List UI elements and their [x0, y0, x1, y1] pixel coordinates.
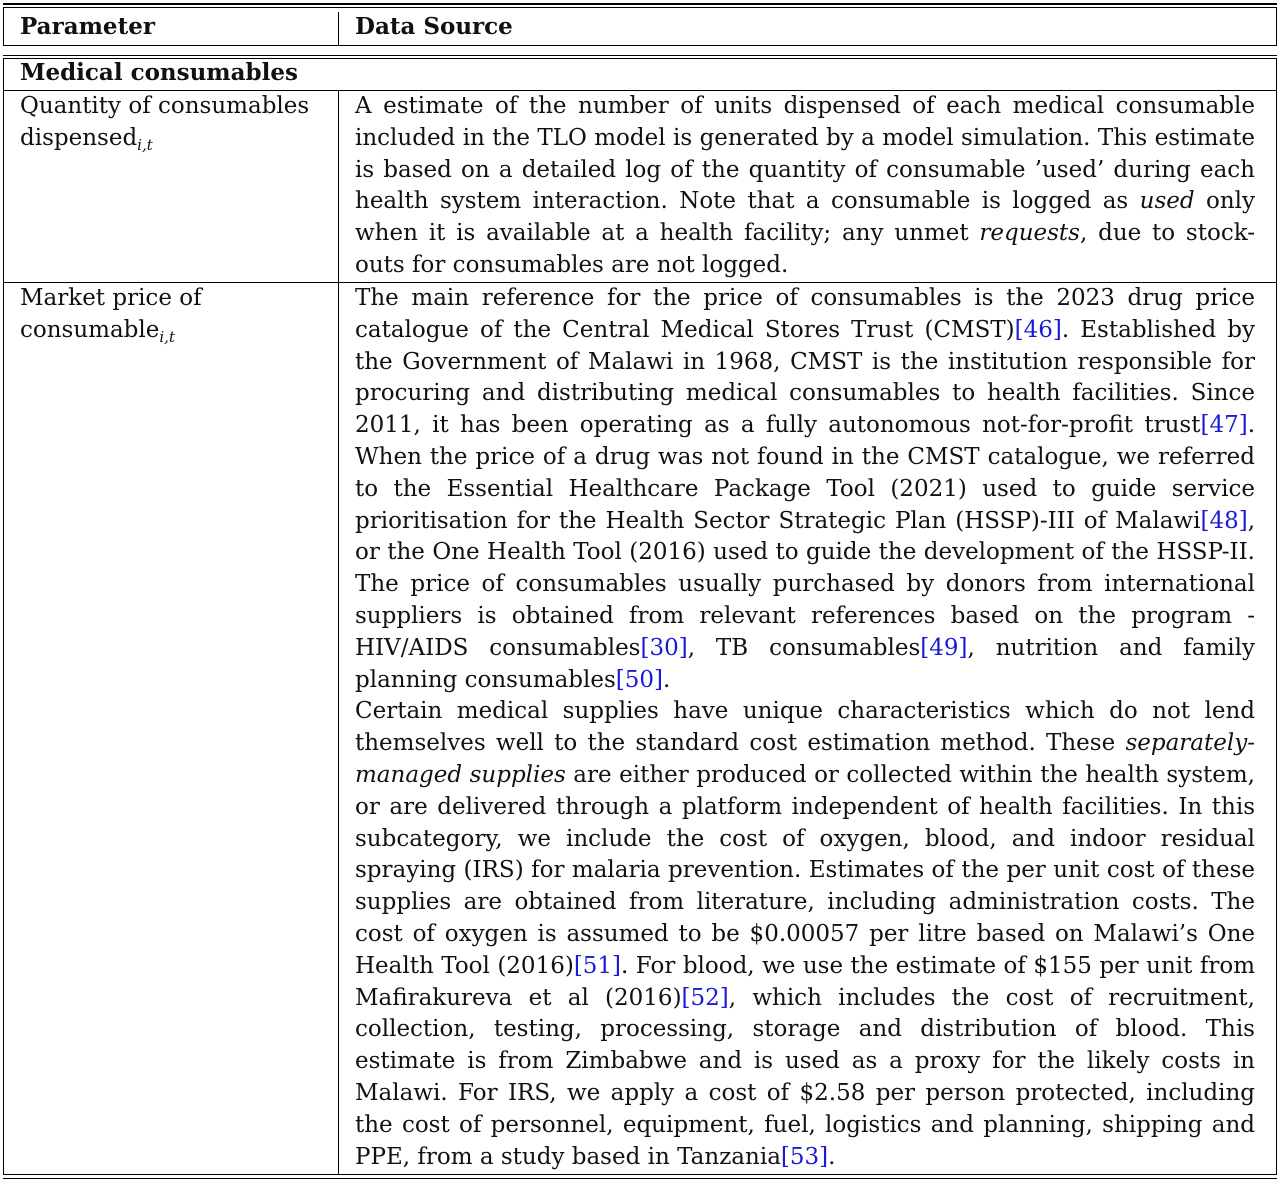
- citation-link[interactable]: [52]: [681, 984, 729, 1011]
- emphasis-used: used: [1139, 188, 1195, 215]
- citation-link[interactable]: [47]: [1200, 412, 1248, 439]
- column-divider-body: [338, 90, 339, 1175]
- row-2-param-line2: consumable$_{i,t}$: [20, 316, 175, 346]
- row-1-data-source: A estimate of the number of units dispensed of each medical consumable included in the TLO model is generated by a model simulation. This estimate is based on a detailed log of the quantity of consumable ’used’ during each health system interaction. Note that a consumable is logged as used only when it is available at a health facility; any unmet requests, due to stock-outs for consumables are not logged.: [355, 93, 1256, 278]
- header-parameter: Parameter: [20, 13, 155, 40]
- row-2-parameter: [20, 283, 330, 354]
- citation-link[interactable]: [48]: [1200, 507, 1248, 534]
- row-2-data-source: [355, 283, 1255, 1173]
- top-rule-thin: [3, 7, 1277, 8]
- citation-link[interactable]: [51]: [573, 952, 622, 979]
- left-border-body: [3, 58, 4, 1175]
- emphasis-separately-managed: separately-managed supplies: [355, 730, 1255, 788]
- citation-link[interactable]: [50]: [615, 666, 664, 693]
- bottom-rule-1: [3, 1174, 1277, 1175]
- row-2-paragraph-1: The main reference for the price of consumables is the 2023 drug price catalogue of the Central Medical Stores Trust (CMST)[46]. Established by the Government of Malawi in 1968, CMST is the institution responsible for procuring and distributing medical consumables to health facilities. Since 2011, it has been operating as a fully autonomous not-for-profit trust[47]. When the price of a drug was not found in the CMST catalogue, we referred to the Essential Healthcare Package Tool (2021) used to guide service prioritisation for the Health Sector Strategic Plan (HSSP)-III of Malawi[48], or the One Health Tool (2016) used to guide the development of the HSSP-II. The price of consumables usually purchased by donors from international suppliers is obtained from relevant references based on the program - HIV/AIDS consumables[30], TB consumables[49], nutrition and family planning consumables[50].: [355, 285, 1255, 693]
- citation-link[interactable]: [49]: [920, 634, 968, 661]
- section-top-rule-1: [3, 55, 1277, 56]
- table-header: [3, 10, 1277, 44]
- row-2-param-subscript: i,t: [159, 327, 175, 346]
- row-1-param-line2: dispensed$_{i,t}$: [20, 124, 153, 154]
- header-data-source: Data Source: [355, 13, 513, 40]
- citation-link[interactable]: [53]: [780, 1143, 829, 1170]
- header-bottom-rule: [3, 45, 1277, 46]
- row-1-param-line1: Quantity of consumables: [20, 93, 310, 119]
- row-1-param-subscript: i,t: [137, 135, 153, 154]
- emphasis-requests: requests: [979, 220, 1080, 247]
- row-1-parameter: [20, 91, 330, 162]
- top-rule-thick: [3, 3, 1277, 5]
- bottom-rule-2: [3, 1178, 1277, 1179]
- citation-link[interactable]: [46]: [1014, 316, 1062, 343]
- section-title: Medical consumables: [20, 59, 298, 86]
- right-border-body: [1276, 58, 1277, 1175]
- citation-link[interactable]: [30]: [640, 634, 688, 661]
- row-2-paragraph-2: Certain medical supplies have unique characteristics which do not lend themselves well to the standard cost estimation method. These separately-managed supplies are either produced or collected within the health system, or are delivered through a platform independent of health facilities. In this subcategory, we include the cost of oxygen, blood, and indoor residual spraying (IRS) for malaria prevention. Estimates of the per unit cost of these supplies are obtained from literature, including administration costs. The cost of oxygen is assumed to be $0.00057 per litre based on Malawi’s One Health Tool (2016)[51]. For blood, we use the estimate of $155 per unit from Mafirakureva et al (2016)[52], which includes the cost of recruitment, collection, testing, processing, storage and distribution of blood. This estimate is from Zimbabwe and is used as a proxy for the likely costs in Malawi. For IRS, we apply a cost of $2.58 per person protected, including the cost of personnel, equipment, fuel, logistics and planning, shipping and PPE, from a study based in Tanzania[53].: [355, 698, 1255, 1170]
- row-2-param-line1: Market price of: [20, 285, 202, 311]
